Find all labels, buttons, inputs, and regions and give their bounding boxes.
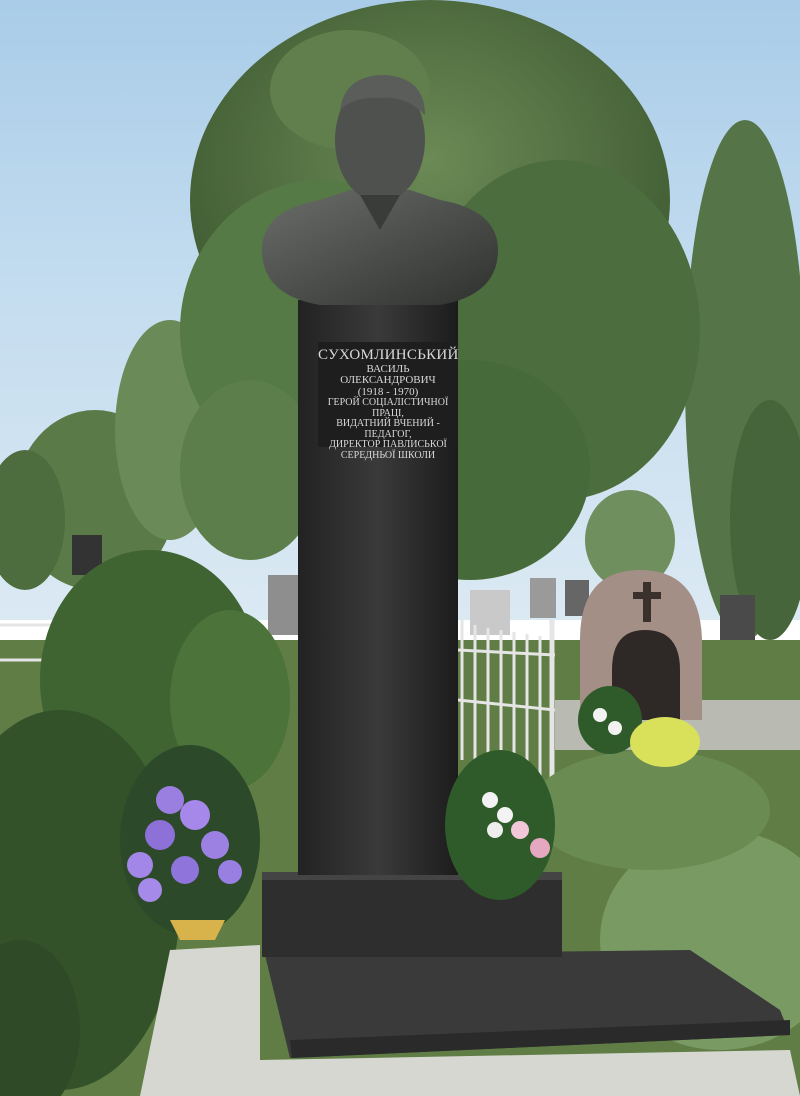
plaque-given-names: ВАСИЛЬ ОЛЕКСАНДРОВИЧ <box>340 362 436 387</box>
plaque-line-3: ДИРЕКТОР ПАВЛИСЬКОЇ <box>329 439 447 451</box>
plaque-line-1: ГЕРОЙ СОЦІАЛІСТИЧНОЇ ПРАЦІ, <box>327 397 449 419</box>
plaque-years: (1918 - 1970) <box>357 385 419 398</box>
wreath-white <box>445 750 555 900</box>
plaque-line-2: ВИДАТНИЙ ВЧЕНИЙ - ПЕДАГОГ, <box>336 418 440 440</box>
plaque-line-4: СЕРЕДНЬОЇ ШКОЛИ <box>340 449 436 461</box>
plaque-surname: СУХОМЛИНСЬКИЙ <box>318 347 459 363</box>
plaque-inscription <box>318 348 458 461</box>
